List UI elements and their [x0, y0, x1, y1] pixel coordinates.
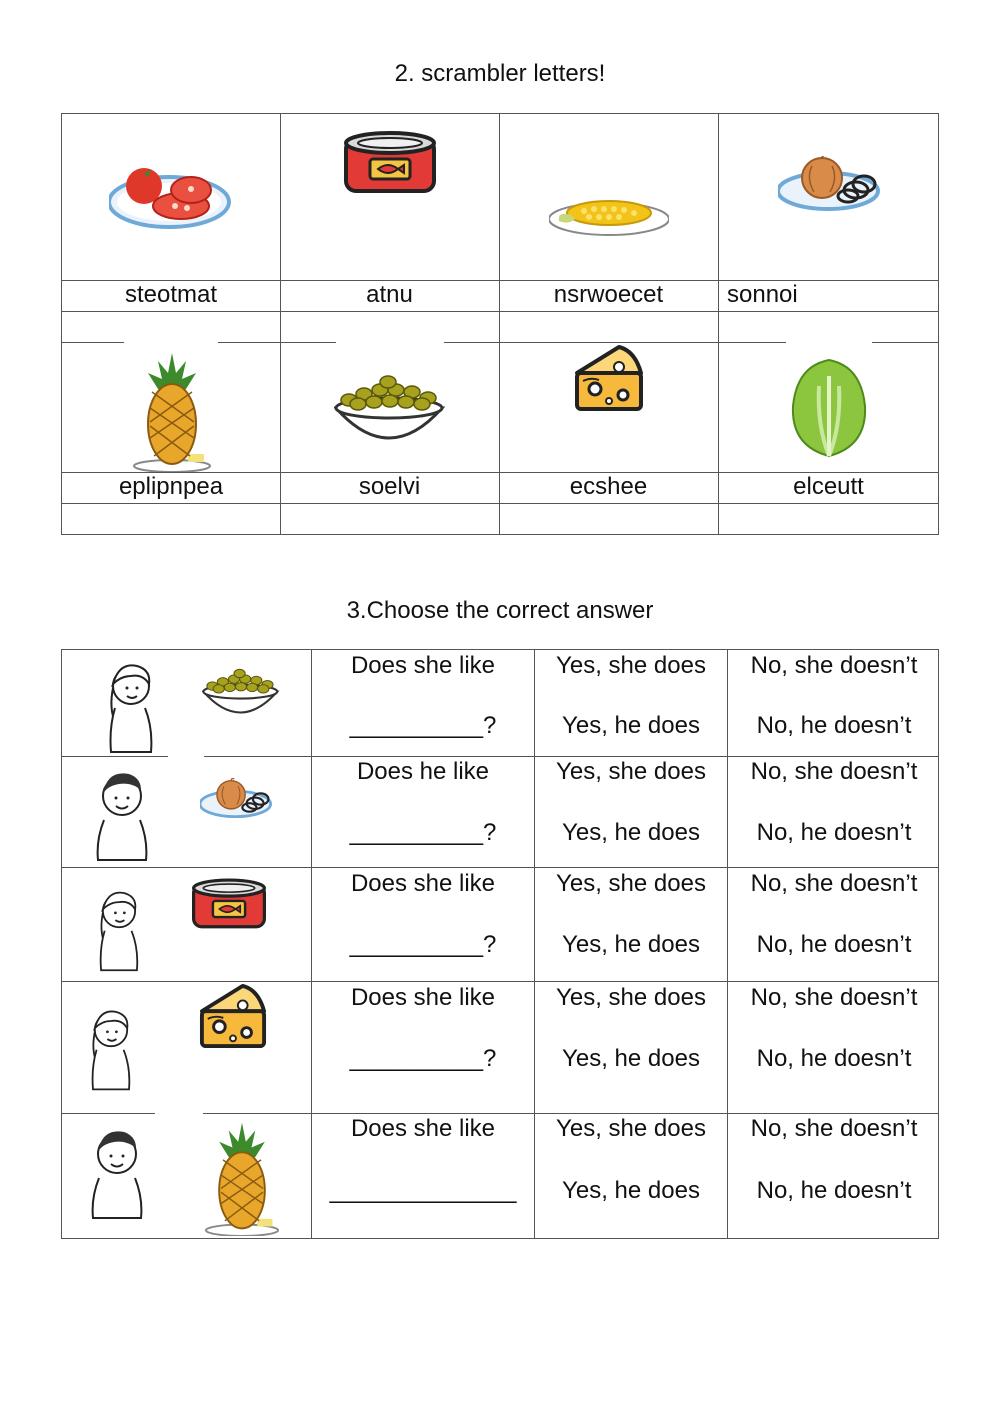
girl-disgusted-image: [92, 658, 170, 759]
cheese-image: [198, 982, 268, 1055]
scrambled-word-3: nsrwoecet: [553, 281, 664, 308]
question-text: Does she like: [350, 984, 496, 1011]
boy-smiling-image: [90, 766, 154, 867]
option-no-she[interactable]: No, she doesn’t: [750, 984, 918, 1011]
option-yes-he[interactable]: Yes, he does: [562, 819, 700, 846]
scramble-table: [61, 113, 939, 535]
cheese-image: [499, 342, 718, 414]
option-no-he[interactable]: No, he doesn’t: [756, 931, 912, 958]
option-yes-he[interactable]: Yes, he does: [562, 931, 700, 958]
answer-blank[interactable]: __________?: [349, 819, 497, 846]
onion-plate-image: [718, 139, 939, 229]
answer-blank[interactable]: __________?: [349, 712, 497, 739]
option-yes-she[interactable]: Yes, she does: [556, 984, 706, 1011]
choose-answer-table: [61, 649, 939, 1239]
pineapple-image: [102, 349, 242, 471]
scrambled-word-2: atnu: [366, 281, 413, 308]
boy-refusing-image: [74, 1124, 160, 1225]
girl-smiling-image: [92, 886, 146, 977]
question-text: Does she like: [350, 870, 496, 897]
olives-bowl-image: [280, 354, 499, 466]
tuna-can-image: [192, 878, 266, 937]
pineapple-image: [202, 1118, 282, 1241]
option-no-he[interactable]: No, he doesn’t: [756, 819, 912, 846]
option-yes-he[interactable]: Yes, he does: [562, 1177, 700, 1204]
answer-blank[interactable]: __________?: [349, 1045, 497, 1072]
option-yes-he[interactable]: Yes, he does: [562, 712, 700, 739]
section-title-choose: 3.Choose the correct answer: [346, 597, 654, 624]
option-yes-she[interactable]: Yes, she does: [556, 1115, 706, 1142]
corn-plate-image: [499, 144, 718, 280]
option-yes-she[interactable]: Yes, she does: [556, 652, 706, 679]
option-yes-she[interactable]: Yes, she does: [556, 758, 706, 785]
tuna-can-image: [280, 114, 499, 214]
lettuce-image: [718, 346, 939, 470]
option-no-he[interactable]: No, he doesn’t: [756, 712, 912, 739]
scrambled-word-4: sonnoi: [727, 281, 798, 308]
onion-plate-image: [200, 778, 272, 825]
option-no-she[interactable]: No, she doesn’t: [750, 1115, 918, 1142]
scrambled-word-5: eplipnpea: [118, 473, 224, 500]
scrambled-word-8: elceutt: [793, 473, 864, 500]
girl-arms-crossed-image: [84, 998, 138, 1103]
question-text: Does she like: [350, 652, 496, 679]
option-no-she[interactable]: No, she doesn’t: [750, 870, 918, 897]
olives-bowl-image: [202, 664, 280, 727]
option-no-he[interactable]: No, he doesn’t: [756, 1045, 912, 1072]
scrambled-word-1: steotmat: [124, 281, 218, 308]
section-title-scramble: 2. scrambler letters!: [394, 60, 606, 87]
tomato-plate-image: [62, 114, 280, 280]
answer-blank[interactable]: __________?: [349, 931, 497, 958]
option-no-she[interactable]: No, she doesn’t: [750, 652, 918, 679]
option-yes-he[interactable]: Yes, he does: [562, 1045, 700, 1072]
option-yes-she[interactable]: Yes, she does: [556, 870, 706, 897]
scrambled-word-6: soelvi: [358, 473, 421, 500]
option-no-she[interactable]: No, she doesn’t: [750, 758, 918, 785]
answer-blank[interactable]: ______________: [329, 1177, 517, 1204]
question-text: Does she like: [350, 1115, 496, 1142]
option-no-he[interactable]: No, he doesn’t: [756, 1177, 912, 1204]
question-text: Does he like: [356, 758, 490, 785]
scrambled-word-7: ecshee: [569, 473, 648, 500]
